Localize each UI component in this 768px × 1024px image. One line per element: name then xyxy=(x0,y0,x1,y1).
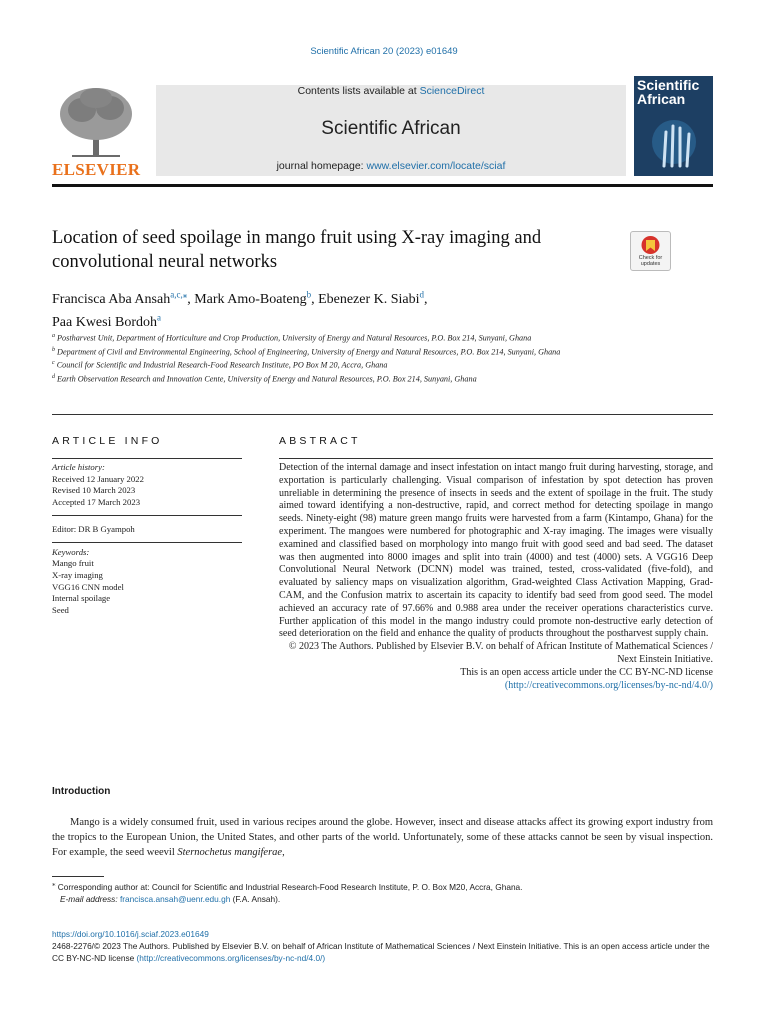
info-separator xyxy=(52,515,242,516)
article-title: Location of seed spoilage in mango fruit using X-ray imaging and convolutional neural networks xyxy=(52,228,542,272)
check-for-updates-label: Check for updates xyxy=(638,255,663,267)
footnote-rule xyxy=(52,876,104,877)
affiliation-rule xyxy=(52,414,713,415)
affiliations xyxy=(52,331,632,385)
bottom-matter xyxy=(52,928,713,965)
homepage-link[interactable]: www.elsevier.com/locate/sciaf xyxy=(366,160,506,172)
license-line: This is an open access article under the CC BY-NC-ND license xyxy=(460,666,713,678)
received-date: Received 12 January 2022 xyxy=(52,473,144,484)
species-name: Sternochetus mangiferae xyxy=(177,847,283,858)
abstract-heading: ABSTRACT xyxy=(279,435,361,447)
header-rule xyxy=(52,184,713,187)
author-list xyxy=(52,285,672,332)
author[interactable]: Mark Amo-Boateng$^b$, xyxy=(194,289,319,307)
keyword-item: X-ray imaging xyxy=(52,569,103,580)
abstract-body xyxy=(279,462,713,692)
accepted-date: Accepted 17 March 2023 xyxy=(52,497,141,508)
issn-line: 2468-2276/© 2023 The Authors. Published by Elsevier B.V. on behalf of African Institute of Mathematical Sciences / Next Einstein Initiative. This is an open access article under the CC BY-NC-ND license (http://creativecommons.org/licenses/by-nc-nd/4.0/) xyxy=(52,941,710,964)
author[interactable]: Ebenezer K. Siabi$^d$, xyxy=(318,289,428,307)
journal-banner xyxy=(156,85,626,176)
article-info-panel xyxy=(52,462,242,617)
corresponding-author-note: ⁎ Corresponding author at: Council for Scientific and Industrial Research-Food Research Institute, P. O. Box M20, Accra, Ghana. xyxy=(52,881,523,892)
revised-date: Revised 10 March 2023 xyxy=(52,485,136,496)
editor-line: Editor: DR B Gyampoh xyxy=(52,523,135,534)
sciencedirect-link[interactable]: ScienceDirect xyxy=(419,85,485,97)
article-info-heading: ARTICLE INFO xyxy=(52,435,163,447)
footnote xyxy=(52,879,713,906)
article-info-rule xyxy=(52,458,242,459)
affiliation-item: $^a$ Postharvest Unit, Department of Horticulture and Crop Production, University of Energy and Natural Resources, P.O. Box 214, Sunyani, Ghana xyxy=(52,333,532,343)
abstract-text: Detection of the internal damage and insect infestation on intact mango fruit during harvesting, storage, and exportation is particularly challenging. Visual comparison of infestation by spot detection has proven unreliable in determining the presence of insects in seeds and the extent of spoilage in the fruit. The study aimed toward identifying a non-destructive, rapid, and correct method for detecting spoilage in mango seeds. Ninety-eight (98) mature green mango fruits were harvested from a farm (Kintampo, Ghana) for the experiment. The mangoes were numbered for photographic and X-ray imaging. The images were visually examined and classified based on morphology into mango fruit with good seed and bad seed. The dataset was then augmented into 8000 images and split into train (4000) and test (4000) sets. A VGG16 Deep Convolutional Neural Network (DCNN) model was trained, tested, cross-validated (five-fold), and evaluated by saliency maps on visualization algorithm, Grad-weighted Class Activation Mapping, Grad-CAM, and the Confusion matrix to ascertain its capacity to identify bad seed from good seed. The model achieved an accuracy rate of 97.66% and 0.988 area under the receiver operations characteristics curve. Further application of this model in the mango industry could promote non-destructive early detection of seed deterioration on the field and enhance the quality of products throughout the postharvest supply chain. xyxy=(279,462,713,640)
check-for-updates-badge[interactable] xyxy=(630,231,671,271)
introduction-text: Mango is a widely consumed fruit, used in various recipes around the globe. However, insect and disease attacks affect its growing export industry from the tropics to the European Union, the United States, and other parts of the world. Unfortunately, some of these attacks cannot be seen by visual inspection. For example, the seed weevil Sternochetus mangiferae, xyxy=(52,817,713,858)
info-separator xyxy=(52,542,242,543)
homepage-line: journal homepage: www.elsevier.com/locate/sciaf xyxy=(276,160,506,172)
journal-cover xyxy=(634,76,713,176)
keyword-item: Seed xyxy=(52,605,69,616)
history-label: Article history: xyxy=(52,462,105,472)
keywords-label: Keywords: xyxy=(52,546,90,557)
email-line: E-mail address: francisca.ansah@uenr.edu.gh (F.A. Ansah). xyxy=(60,894,281,905)
bottom-license-link[interactable]: (http://creativecommons.org/licenses/by-nc-nd/4.0/) xyxy=(136,953,326,964)
introduction-heading: Introduction xyxy=(52,786,111,797)
cover-hand-image xyxy=(634,76,713,176)
abstract-rule xyxy=(279,458,713,459)
keyword-item: Internal spoilage xyxy=(52,593,111,604)
email-link[interactable]: francisca.ansah@uenr.edu.gh xyxy=(119,894,231,905)
elsevier-wordmark: ELSEVIER xyxy=(52,160,141,179)
affiliation-item: $^d$ Earth Observation Research and Innovation Cente, University of Energy and Natural Resources, P.O. Box 214, Sunyani, Ghana xyxy=(52,373,477,384)
keyword-item: Mango fruit xyxy=(52,558,94,569)
author[interactable]: Francisca Aba Ansah$^{a,c,⁎}$, xyxy=(52,289,195,307)
affiliation-item: $^c$ Council for Scientific and Industrial Research-Food Research Institute, PO Box M 20, Accra, Ghana xyxy=(52,360,388,370)
contents-line: Contents lists available at ScienceDirect xyxy=(297,85,485,97)
doi-link[interactable]: https://doi.org/10.1016/j.sciaf.2023.e01649 xyxy=(52,929,209,939)
keyword-item: VGG16 CNN model xyxy=(52,581,124,592)
license-link[interactable]: (http://creativecommons.org/licenses/by-nc-nd/4.0/) xyxy=(504,679,713,691)
author[interactable]: Paa Kwesi Bordoh$^a$ xyxy=(52,312,161,331)
journal-name: Scientific African xyxy=(321,118,461,139)
copyright-line: © 2023 The Authors. Published by Elsevier B.V. on behalf of African Institute of Mathematical Sciences / Next Einstein Initiative. xyxy=(288,641,713,665)
cover-title: Scientific African xyxy=(637,77,700,107)
affiliation-item: $^b$ Department of Civil and Environmental Engineering, School of Engineering, University of Energy and Natural Resources, P.O. Box 214, Sunyani, Ghana xyxy=(52,346,561,357)
journal-reference-link[interactable]: Scientific African 20 (2023) e01649 xyxy=(310,46,458,57)
